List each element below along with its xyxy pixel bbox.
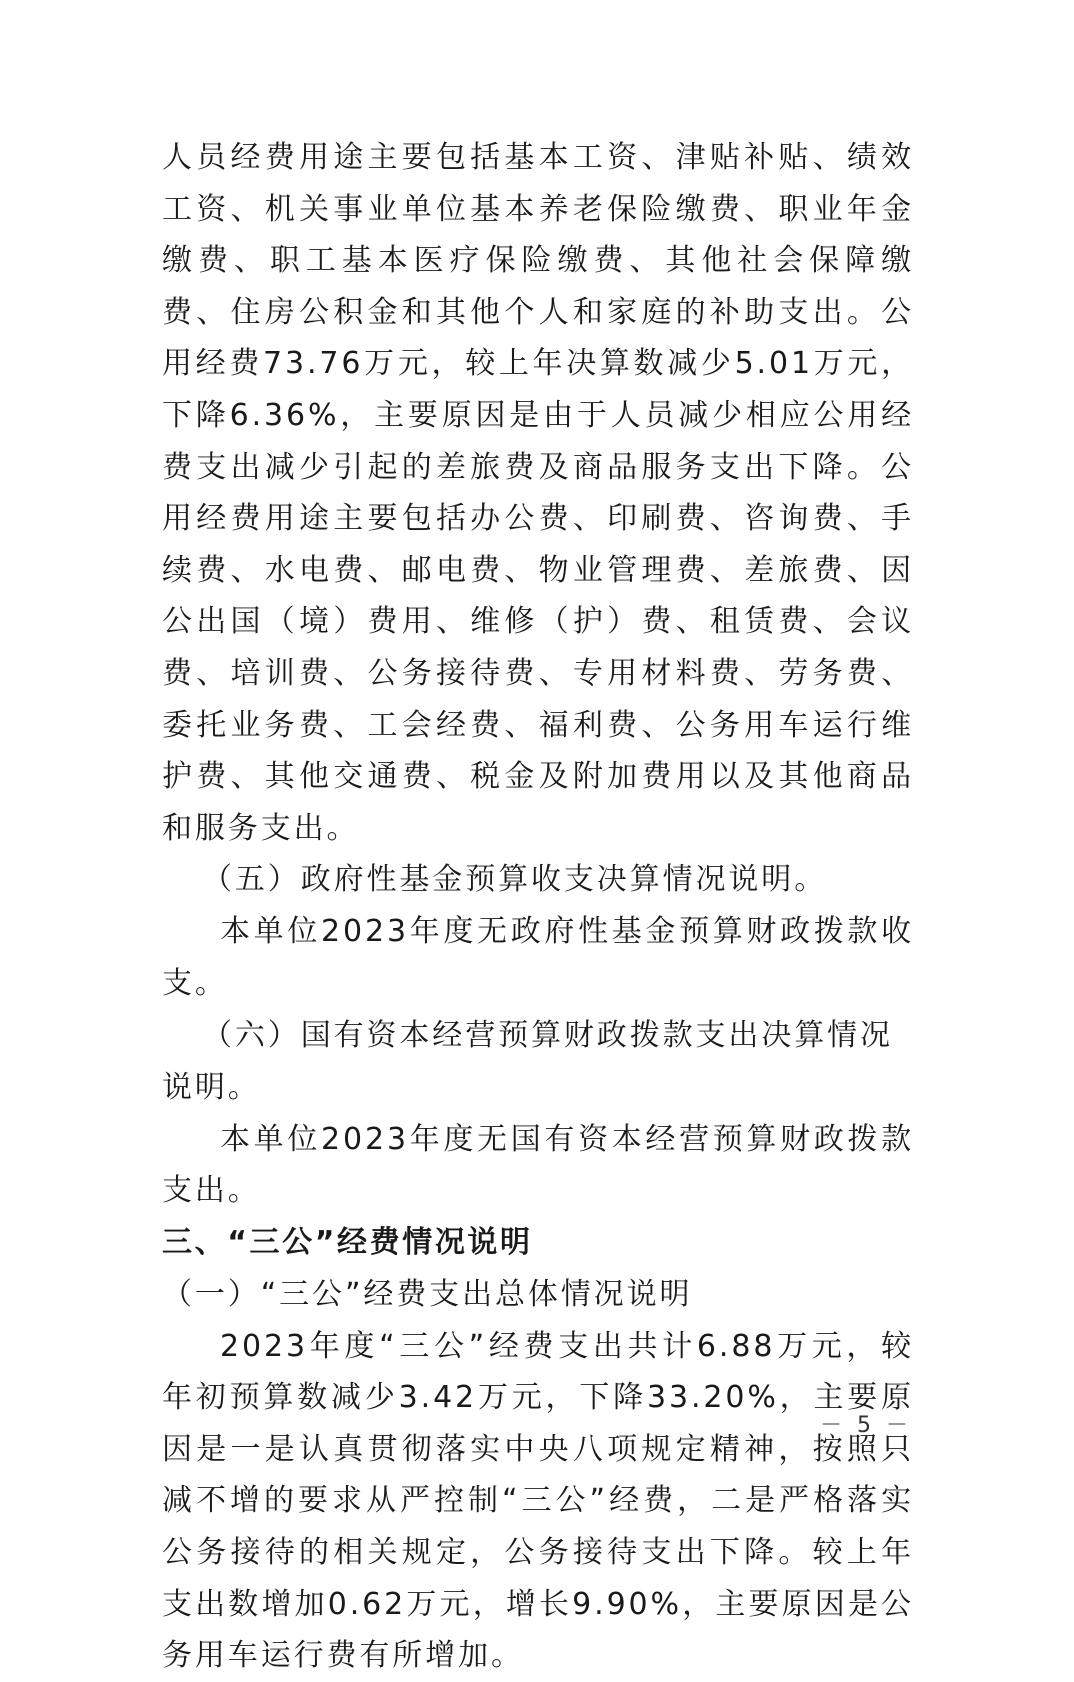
paragraph-state-capital-budget: 本单位2023年度无国有资本经营预算财政拨款支出。 [162, 1121, 914, 1209]
paragraph-personnel-public-expenses: 人员经费用途主要包括基本工资、津贴补贴、绩效工资、机关事业单位基本养老保险缴费、职业年金缴费、职工基本医疗保险缴费、其他社会保障缴费、住房公积金和其他个人和家庭的补助支出。公用经费73.76万元，较上年决算数减少5.01万元，下降6.36%，主要原因是由于人员减少相应公用经费支出减少引起的差旅费及商品服务支出下降。公用经费用途主要包括办公费、印刷费、咨询费、手续费、水电费、邮电费、物业管理费、差旅费、因公出国（境）费用、维修（护）费、租赁费、会议费、培训费、公务接待费、专用材料费、劳务费、委托业务费、工会经费、福利费、公务用车运行维护费、其他交通费、税金及附加费用以及其他商品和服务支出。 [162, 140, 914, 846]
heading-government-fund-budget: （五）政府性基金预算收支决算情况说明。 [202, 862, 828, 898]
paragraph-government-fund-budget: 本单位2023年度无政府性基金预算财政拨款收支。 [162, 914, 914, 1001]
subheading-overall-three-public: （一）“三公”经费支出总体情况说明 [162, 1276, 693, 1312]
section-heading-three-public-expenses: 三、“三公”经费情况说明 [162, 1224, 533, 1260]
heading-state-capital-budget: （六）国有资本经营预算财政拨款支出决算情况说明。 [162, 1017, 893, 1105]
document-body [162, 132, 914, 1682]
paragraph-three-public-overall: 2023年度“三公”经费支出共计6.88万元，较年初预算数减少3.42万元，下降33.20%，主要原因是一是认真贯彻落实中央八项规定精神，按照只减不增的要求从严控制“三公”经费，二是严格落实公务接待的相关规定，公务接待支出下降。较上年支出数增加0.62万元，增长9.90%，主要原因是公务用车运行费有所增加。 [162, 1328, 914, 1674]
page-number: － 5 － [820, 1413, 912, 1438]
